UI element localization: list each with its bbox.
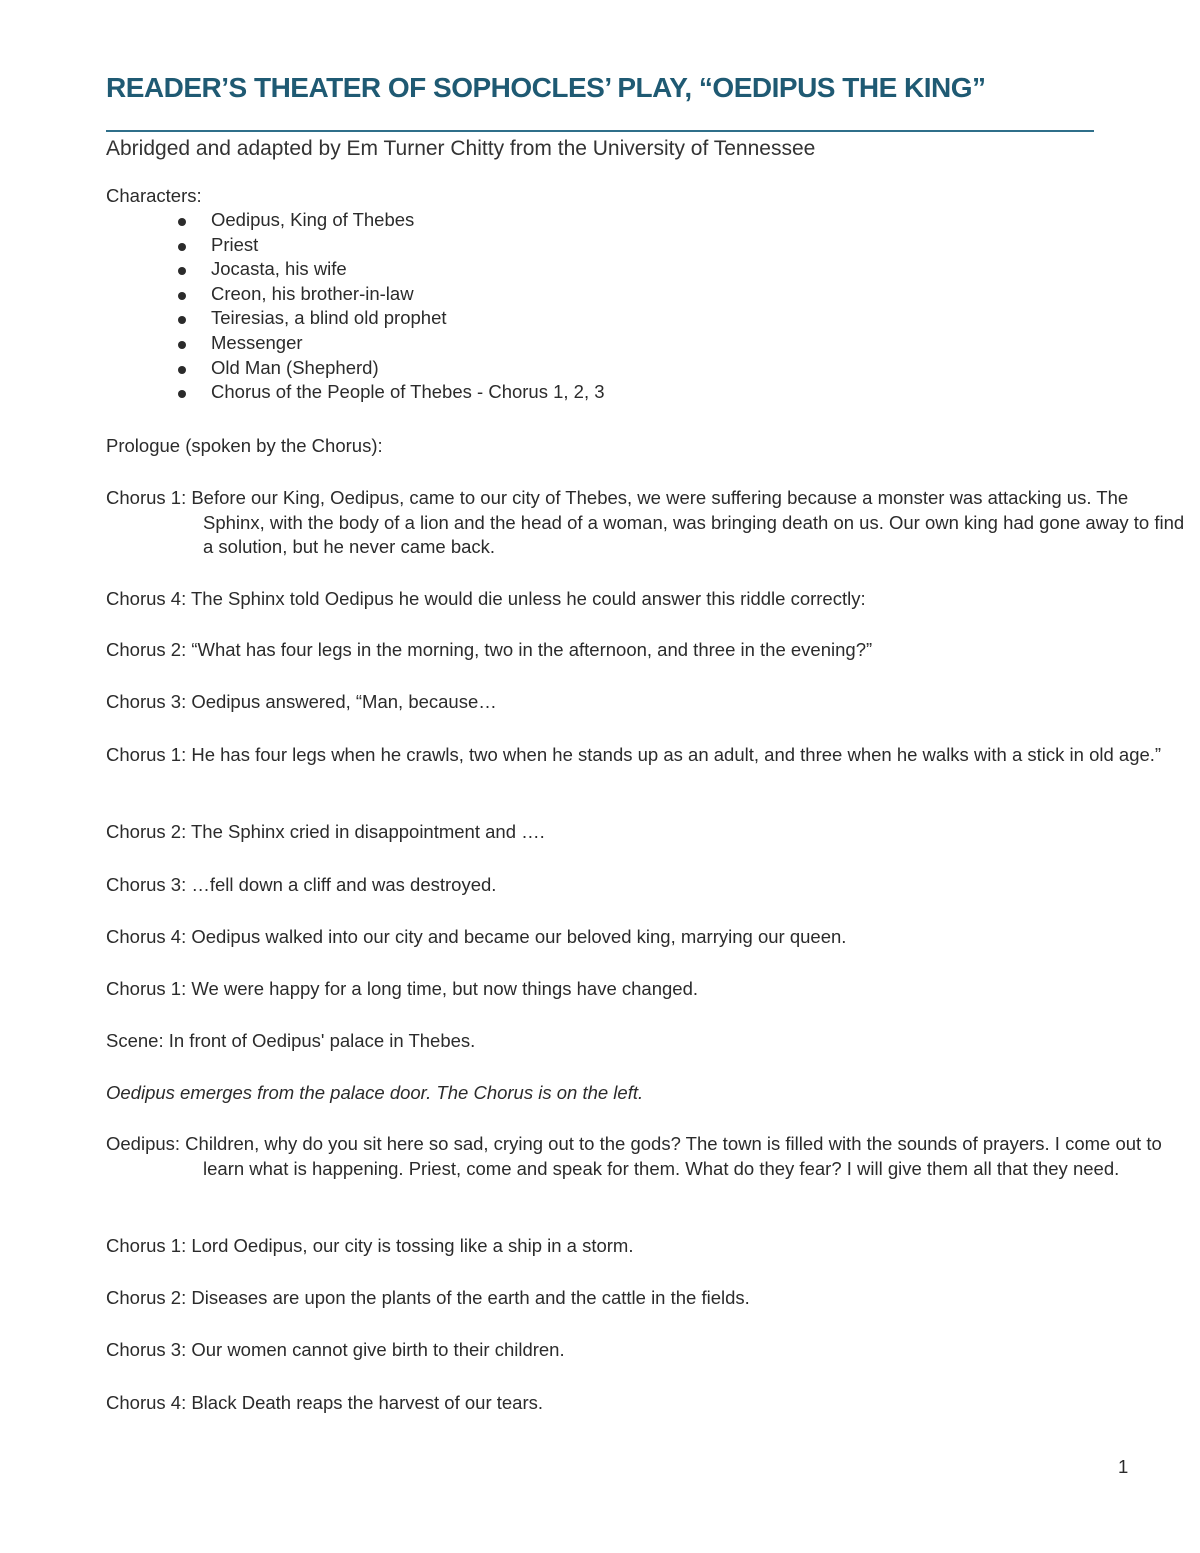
script-line: Chorus 2: “What has four legs in the morning, two in the afternoon, and three in the evening?” [106,639,873,660]
title-divider [106,130,1094,132]
character-item: Oedipus, King of Thebes [178,208,605,233]
script-line: Chorus 3: …fell down a cliff and was destroyed. [106,874,497,895]
page-number: 1 [1118,1456,1129,1477]
script-line: Chorus 4: Black Death reaps the harvest of our tears. [106,1392,544,1413]
script-line: Oedipus: Children, why do you sit here so sad, crying out to the gods? The town is filled with the sounds of prayers. I come out to learn what is happening. Priest, come and speak for them. What do they fear? I will give them all that they need. [106,1133,1162,1179]
script-line: Chorus 2: The Sphinx cried in disappointment and …. [106,821,545,842]
character-item: Chorus of the People of Thebes - Chorus 1, 2, 3 [178,380,605,405]
character-item: Messenger [178,331,605,356]
script-line: Chorus 2: Diseases are upon the plants of the earth and the cattle in the fields. [106,1287,750,1308]
script-line: Chorus 4: The Sphinx told Oedipus he would die unless he could answer this riddle correctly: [106,588,866,609]
page-subtitle: Abridged and adapted by Em Turner Chitty from the University of Tennessee [106,137,816,160]
character-item: Creon, his brother-in-law [178,282,605,307]
scene-line: Scene: In front of Oedipus' palace in Thebes. [106,1030,476,1051]
script-line: Chorus 3: Our women cannot give birth to their children. [106,1339,565,1360]
script-line: Chorus 1: Before our King, Oedipus, came to our city of Thebes, we were suffering because a monster was attacking us. The Sphinx, with the body of a lion and the head of a woman, was bringing death on us. Our own king had gone away to find a solution, but he never came back. [106,487,1185,557]
prologue-label: Prologue (spoken by the Chorus): [106,435,383,456]
script-line: Chorus 3: Oedipus answered, “Man, because… [106,691,497,712]
characters-label: Characters: [106,185,202,206]
script-line: Chorus 1: We were happy for a long time, but now things have changed. [106,978,699,999]
stage-direction: Oedipus emerges from the palace door. The Chorus is on the left. [106,1082,644,1103]
script-line: Chorus 1: He has four legs when he crawls, two when he stands up as an adult, and three when he walks with a stick in old age.” [106,744,1162,765]
character-item: Jocasta, his wife [178,257,605,282]
script-line: Chorus 4: Oedipus walked into our city and became our beloved king, marrying our queen. [106,926,847,947]
page-title: READER’S THEATER OF SOPHOCLES’ PLAY, “OEDIPUS THE KING” [106,72,986,103]
character-item: Old Man (Shepherd) [178,356,605,381]
character-item: Priest [178,233,605,258]
character-item: Teiresias, a blind old prophet [178,306,605,331]
character-list [178,208,605,405]
script-line: Chorus 1: Lord Oedipus, our city is tossing like a ship in a storm. [106,1235,634,1256]
